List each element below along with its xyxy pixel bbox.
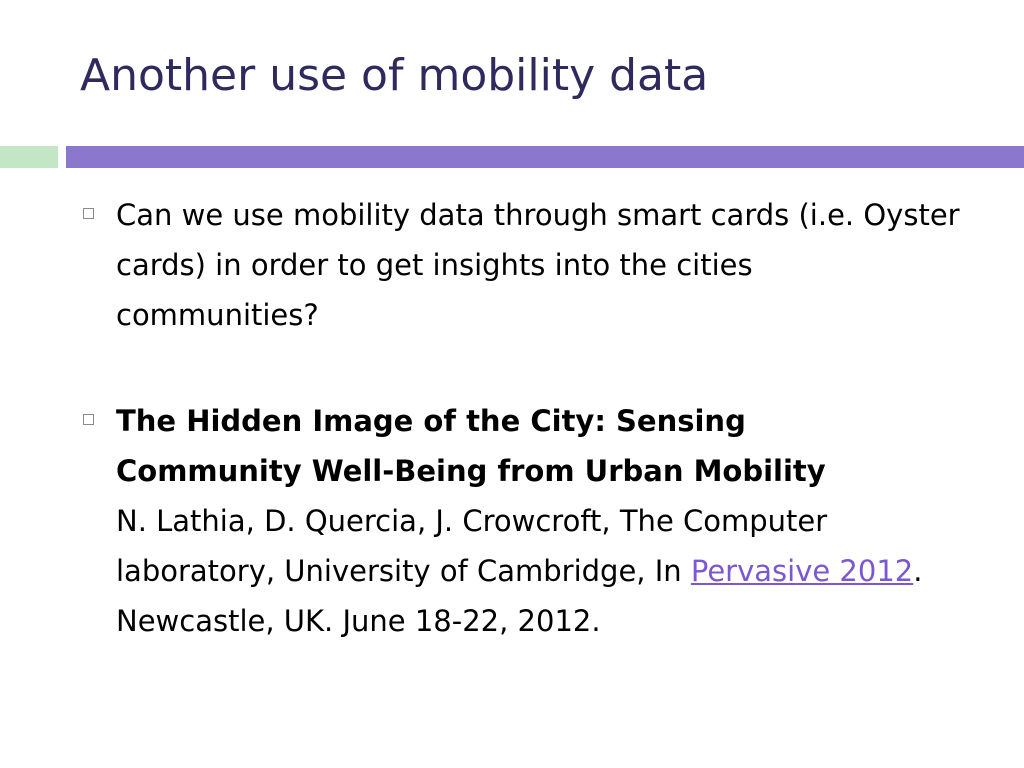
pervasive-2012-link[interactable]: Pervasive 2012 <box>690 554 914 588</box>
accent-bar-purple <box>66 146 1024 168</box>
square-bullet-icon <box>83 208 94 219</box>
bullet-item-question <box>80 190 960 340</box>
authors-text: N. Lathia, D. Quercia, J. Crowcroft, The Computer laboratory, University of Cambridge, In <box>116 504 828 588</box>
accent-bar-green <box>0 146 58 168</box>
bullet-item-reference <box>80 396 960 646</box>
bullet-text: Can we use mobility data through smart cards (i.e. Oyster cards) in order to get insights into the cities communities? <box>116 198 960 332</box>
bullet-list <box>80 190 960 646</box>
venue-suffix: . Newcastle, UK. June 18-22, 2012. <box>116 554 923 638</box>
square-bullet-icon <box>83 414 94 425</box>
slide-title: Another use of mobility data <box>80 50 709 101</box>
paper-title-line-1: The Hidden Image of the City: Sensing <box>116 404 746 438</box>
paper-title-line-2: Community Well-Being from Urban Mobility <box>116 454 826 488</box>
